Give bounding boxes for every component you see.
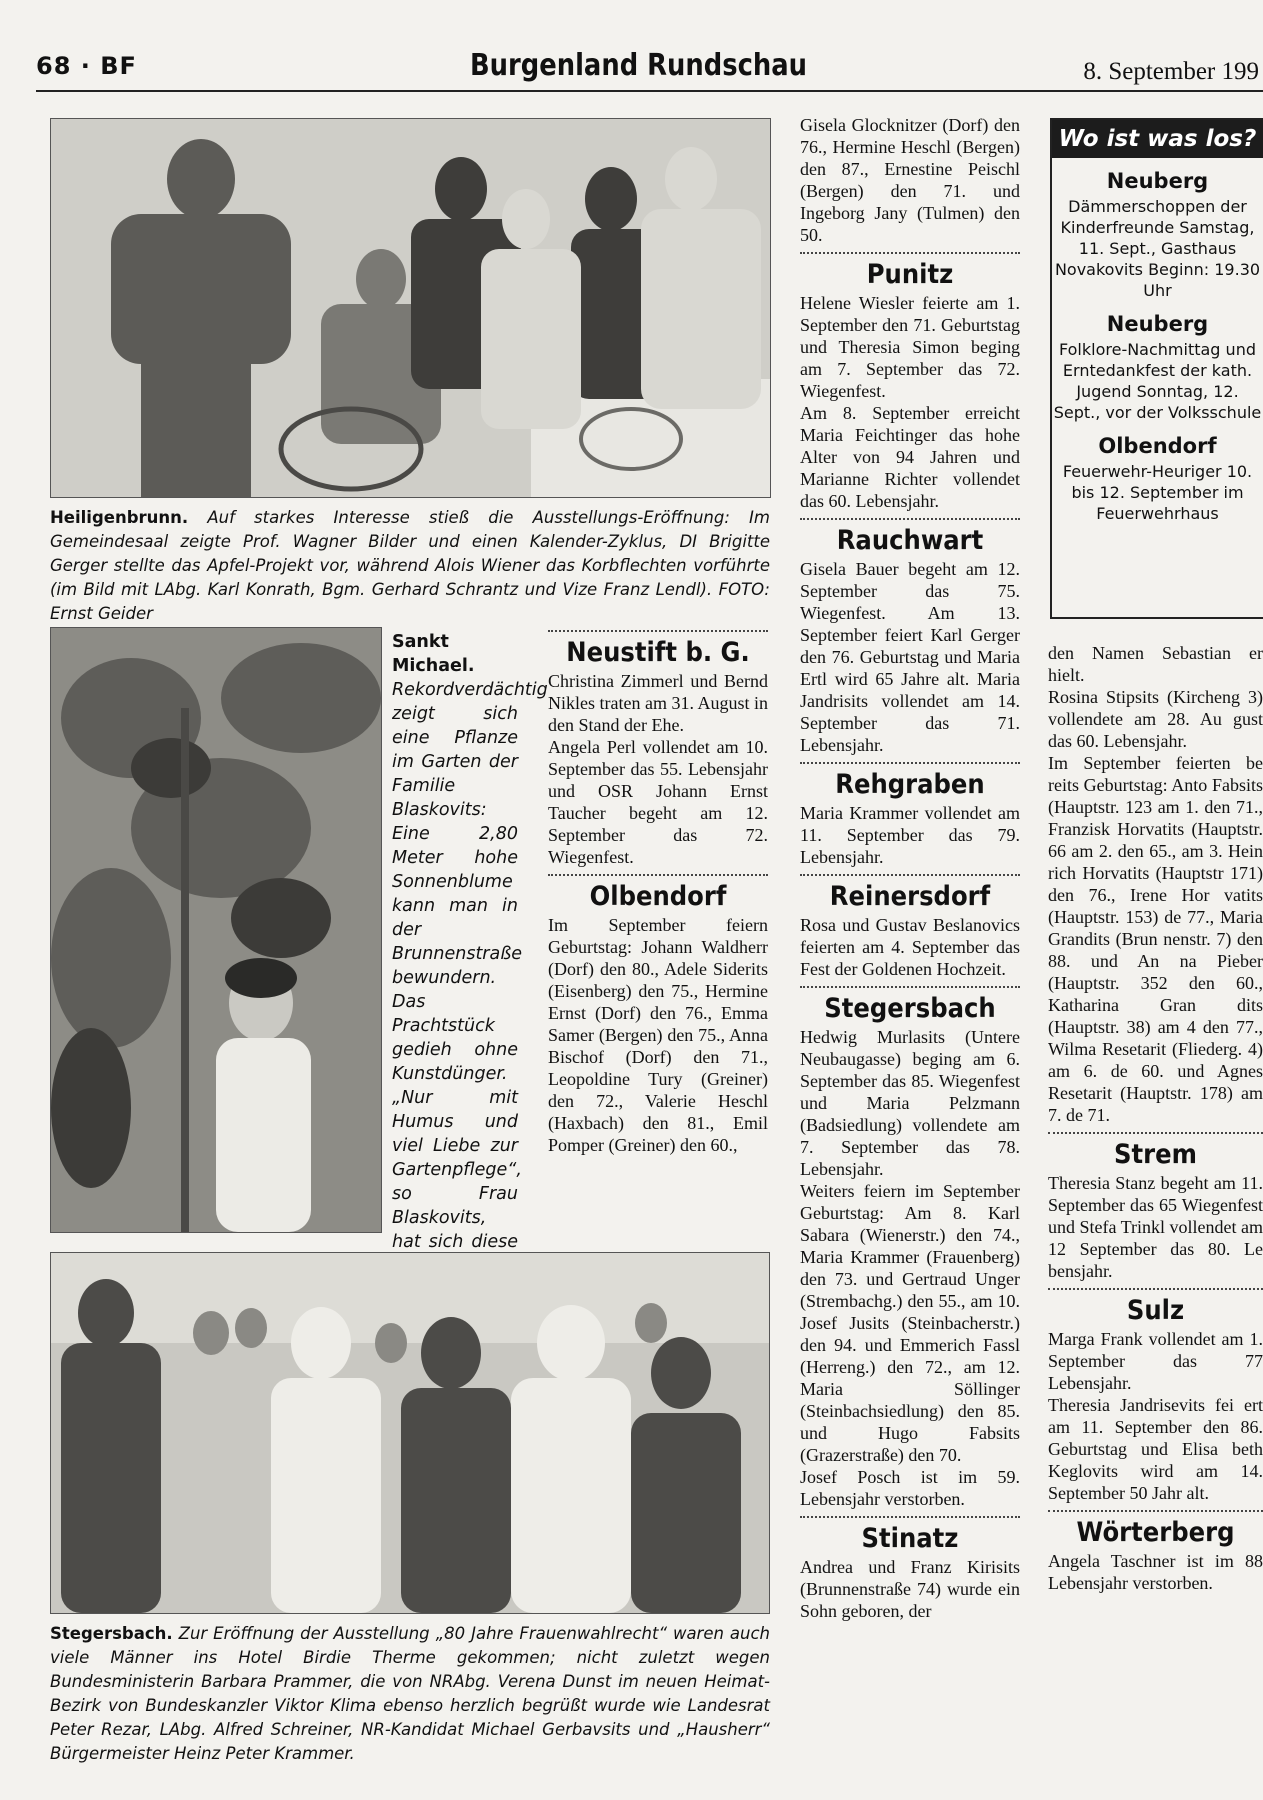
photo-sankt-michael <box>50 627 382 1233</box>
column-a <box>548 624 768 1156</box>
photo-stegersbach <box>50 1252 770 1614</box>
heading-neustift: Neustift b. G. <box>566 637 750 668</box>
separator <box>548 630 768 632</box>
caption-heiligenbrunn <box>50 506 770 626</box>
heading-stegersbach: Stegersbach <box>824 993 996 1024</box>
paragraph: Gisela Bauer begeht am 12. September das 75. Wiegenfest. Am 13. September feiert Karl Gerger den 76. Geburtstag und Maria Ertl wird 65 Jahre alt. Maria Jandrisits vollendet am 14. September das 71. Lebensjahr. <box>800 559 1020 755</box>
issue-date: 8. September 199 <box>1083 58 1259 85</box>
heading-punitz: Punitz <box>866 259 954 290</box>
newspaper-title: Burgenland Rundschau <box>470 48 808 83</box>
paragraph: Im September feierten be reits Geburtstag: Anto Fabsits (Hauptstr. 123 am 1. den 71., Franzisk Horvatits (Hauptstr. 66 am 2. den 65., am 3. Hein rich Horvatits (Hauptstr 171) den 76., Irene Hor vatits (Hauptstr. 153) de 77., Maria Grandits (Brun nenstr. 7) den 88. und An na Pieber (Hauptstr. 352 den 60., Katharina Gran dits (Hauptstr. 38) am 4 den 77., Wilma Resetarit (Fliederg. 4) am 6. de 60. und Agnes Resetarit (Hauptstr. 178) am 7. de 71. <box>1048 753 1263 1125</box>
caption-sankt-michael-place: Sankt Michael. <box>392 632 475 676</box>
header-rule <box>36 90 1263 92</box>
caption-heiligenbrunn-place: Heiligenbrunn. <box>50 508 189 527</box>
column-b <box>800 114 1020 1622</box>
caption-sankt-michael-text: Rekordverdächtig zeigt sich eine Pflanze im Garten der Familie Blaskovits: Eine 2,80 Meter hohe Sonnenblume kann man in der Brunnenstraße bewundern. Das Prachtstück gedieh ohne Kunstdünger. „Nur mit Humus und viel Liebe zur Gartenpflege“, so Frau Blaskovits, hat sich diese <box>392 680 548 1252</box>
separator <box>800 762 1020 764</box>
separator <box>1048 1510 1263 1512</box>
separator <box>800 986 1020 988</box>
events-box-title: Wo ist was los? <box>1052 120 1263 158</box>
separator <box>800 518 1020 520</box>
heading-reinersdorf: Reinersdorf <box>829 881 991 912</box>
paragraph: Im September feiern Geburtstag: Johann Waldherr (Dorf) den 80., Adele Siderits (Eisenberg) den 75., Hermine Ernst (Dorf) den 76., Emma Samer (Bergen) den 75., Anna Bischof (Dorf) den 71., Leopoldine Tury (Greiner) den 72., Valerie Heschl (Haxbach) den 81., Emil Pomper (Greiner) den 60., <box>548 915 768 1155</box>
separator <box>800 252 1020 254</box>
paragraph: Marga Frank vollendet am 1. September das 77 Lebensjahr. <box>1048 1329 1263 1393</box>
paragraph: Gisela Glocknitzer (Dorf) den 76., Hermine Heschl (Bergen) den 87., Ernestine Peischl (Bergen) den 71. und Ingeborg Jany (Tulmen) den 50. <box>800 115 1020 245</box>
heading-rehgraben: Rehgraben <box>835 769 985 800</box>
paragraph: Rosina Stipsits (Kircheng 3) vollendete am 28. Au gust das 60. Lebensjahr. <box>1048 687 1263 751</box>
heading-sulz: Sulz <box>1126 1295 1185 1326</box>
paragraph: Theresia Stanz begeht am 11. September das 65 Wiegenfest und Stefa Trinkl vollendet am 12 September das 80. Le bensjahr. <box>1048 1173 1263 1281</box>
events-box <box>1050 118 1263 619</box>
photo-heiligenbrunn-image <box>51 119 770 497</box>
photo-heiligenbrunn <box>50 118 771 498</box>
separator <box>800 1516 1020 1518</box>
paragraph: Angela Taschner ist im 88 Lebensjahr verstorben. <box>1048 1551 1263 1593</box>
caption-stegersbach-text: Zur Eröffnung der Ausstellung „80 Jahre Frauenwahlrecht“ waren auch viele Männer ins Hotel Birdie Therme gekommen; nicht zuletzt wegen Bundesministerin Barbara Prammer, die von NRAbg. Verena Dunst im neuen Heimat-Bezirk von Bundeskanzler Viktor Klima ebenso herzlich begrüßt wurde wie Landesrat Peter Rezar, LAbg. Alfred Schreiner, NR-Kandidat Michael Gerbavsits und „Hausherr“ Bürgermeister Heinz Peter Krammer. <box>50 1624 770 1763</box>
event-text: Feuerwehr-Heuriger 10. bis 12. September im Feuerwehrhaus <box>1062 462 1253 523</box>
separator <box>1048 1288 1263 1290</box>
paragraph: Maria Krammer vollendet am 11. September das 79. Lebensjahr. <box>800 803 1020 867</box>
paragraph: Angela Perl vollendet am 10. September das 55. Lebensjahr und OSR Johann Ernst Taucher begeht am 12. September das 72. Wiegenfest. <box>548 737 768 867</box>
column-c <box>1048 642 1263 1792</box>
paragraph: Am 8. September erreicht Maria Feichtinger das hohe Alter von 94 Jahren und Marianne Richter vollendet das 60. Lebensjahr. <box>800 403 1020 511</box>
paragraph: Weiters feiern im September Geburtstag: Am 8. Karl Sabara (Wienerstr.) den 74., Maria Krammer (Frauenberg) den 73. und Gertraud Unger (Strembachg.) den 55., am 10. Josef Jusits (Steinbacherstr.) den 94. und Emmerich Fassl (Herreng.) den 72., am 12. Maria Söllinger (Steinbachsiedlung) den 85. und Hugo Fabsits (Grazerstraße) den 70. <box>800 1181 1020 1465</box>
separator <box>800 874 1020 876</box>
paragraph: Rosa und Gustav Beslanovics feierten am 4. September das Fest der Goldenen Hochzeit. <box>800 915 1020 979</box>
paragraph: Christina Zimmerl und Bernd Nikles traten am 31. August in den Stand der Ehe. <box>548 671 768 735</box>
heading-olbendorf: Olbendorf <box>589 881 727 912</box>
paragraph: Josef Posch ist im 59. Lebensjahr verstorben. <box>800 1467 1020 1509</box>
separator <box>1048 1132 1263 1134</box>
event-text: Folklore-Nachmittag und Erntedankfest der kath. Jugend Sonntag, 12. Sept., vor der Volksschule <box>1053 340 1262 422</box>
heading-stinatz: Stinatz <box>861 1523 959 1554</box>
photo-sankt-michael-image <box>51 628 381 1232</box>
caption-heiligenbrunn-text: Auf starkes Interesse stieß die Ausstellungs-Eröffnung: Im Gemeindesaal zeigte Prof. Wagner Bilder und einen Kalender-Zyklus, DI Brigitte Gerger stellte das Apfel-Projekt vor, während Alois Wiener das Korbflechten vorführte (im Bild mit LAbg. Karl Konrath, Bgm. Gerhard Schrantz und Vize Franz Lendl). FOTO: Ernst Geider <box>50 508 770 623</box>
paragraph: Helene Wiesler feierte am 1. September den 71. Geburtstag und Theresia Simon beging am 7. September das 72. Wiegenfest. <box>800 293 1020 401</box>
event-place: Neuberg <box>1106 312 1209 336</box>
caption-stegersbach <box>50 1622 770 1766</box>
separator <box>548 874 768 876</box>
page-number: 68 · BF <box>36 52 137 80</box>
heading-rauchwart: Rauchwart <box>836 525 984 556</box>
paragraph: Theresia Jandrisevits fei ert am 11. September den 86. Geburtstag und Elisa beth Keglovits wird am 14. September 50 Jahr alt. <box>1048 1395 1263 1503</box>
event-place: Neuberg <box>1106 169 1209 193</box>
paragraph: den Namen Sebastian er hielt. <box>1048 643 1263 685</box>
heading-strem: Strem <box>1114 1139 1197 1170</box>
caption-stegersbach-place: Stegersbach. <box>50 1624 173 1643</box>
paragraph: Hedwig Murlasits (Untere Neubaugasse) beging am 6. September das 85. Wiegenfest und Maria Pelzmann (Badsiedlung) vollendete am 7. September das 78. Lebensjahr. <box>800 1027 1020 1179</box>
heading-woerterberg: Wörterberg <box>1076 1517 1235 1548</box>
photo-stegersbach-image <box>51 1253 769 1613</box>
event-place: Olbendorf <box>1098 434 1217 458</box>
event-text: Dämmerschoppen der Kinderfreunde Samstag, 11. Sept., Gasthaus Novakovits Beginn: 19.30 Uhr <box>1054 197 1261 300</box>
paragraph: Andrea und Franz Kirisits (Brunnenstraße 74) wurde ein Sohn geboren, der <box>800 1557 1020 1621</box>
